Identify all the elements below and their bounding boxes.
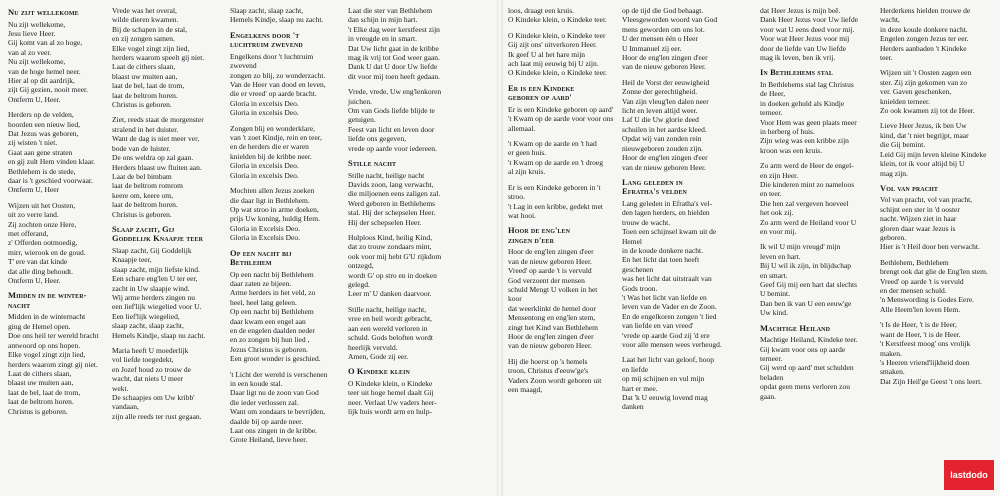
lyric-verse: Hoor de eng'len zingen d'eer van de nieuw geboren Heer. Vreed' op aarde 't is vervuld God verzoent der mensen schuld Mengt U volken in het koor dat weerklinkt de hemel door Mensentong en eng'len stem, zingt het Kind van Bethlehem Hoor de eng'len zingen d'eer van de nieuw geboren Heer. <box>508 247 598 351</box>
song-title: Engelkens door 't luchtruim zwevend <box>230 29 303 50</box>
lyric-verse: Vrede was het overal, wilde dieren kwamen. Bij de schapen in de stal, en zij zongen samen. Elke vogel zingt zijn lied, herders waarom speelt gij niet. Laat de cithers slaan, blaast uw muiten aan, laat de bel, laat de trom, laat de beltrom horen. Christus is geboren. <box>112 6 205 110</box>
lyric-verse: 't Licht der wereld is verschenen in een koude stal. Daar ligt nu de zoon van God die ieder verlossen zal. Want om zondaars te bevrijden, daalde bij op aarde neer. Laat ons zingen in de kribbe. Grote Heiland, lieve heer. <box>230 369 328 445</box>
lyric-verse: Midden in de winternacht ging de Hemel open. Doe ons heil ter wereld bracht antwoord op ons hopen. Elke vogel zingt zijn lied, herders waarom zingt gij niet. Laat de cithers slaan, blaast uw muiten aan, laat de bel, laat de trom, laat de beltrom horen. Christus is geboren. <box>8 312 99 416</box>
lyric-verse: Vol van pracht, vol van pracht, schijnt een ster in 'd ooster nacht. Wijzen ziet in haar gloren daar waar Jezus is geboren. Hier is 't Heil door ben verwacht. <box>880 195 980 252</box>
lyrics-column-7 <box>760 6 870 407</box>
lyric-verse: Ziet, reeds staat de morgenster stralend in het duister. Want de dag is niet meer ver, bode van de luister. De ons weldra op zal gaan. Herders blaast uw fluiten aan. Laat de bel bimbam laat de beltrom romrom keere om, keere om, laat de beltrom horen. Christus is geboren. <box>112 115 204 219</box>
lyric-verse: Stille nacht, heilige nacht, vree en heil wordt gebracht, aan een wereld verloren in schuld. Gods beloften wordt heerlijk vervuld. Amen, Gode zij eer. <box>348 304 433 361</box>
watermark-logo: lastdodo <box>944 460 994 490</box>
song-title: O Kindeke klein <box>348 366 410 377</box>
lyric-verse: O Kindeke klein, o Kindeke teer Gij zijt ons' uitverkoren Heer. Ik geef U al het hare mijn ach laat mij eeuwig bij U zijn. O Kindeke klein, o Kindeke teer. <box>508 30 607 78</box>
lyric-verse: Laat het licht van geloof, hoop en liefde op mij schijnen en vul mijn hart er mee. Dat 'k U eeuwig lovend mag danken <box>622 355 715 412</box>
booklet-fold <box>497 0 503 496</box>
lyric-verse: Laat die ster van Bethlehem dan schijn in mijn hart. 't Elke dag weer kerstfeest zijn in vreugde en in smart. Dat Uw licht gaat in de kribbe mag ik vrij tot God weer gaan. Dank U dat U door Uw liefde dit voor mij toen heeft gedaan. <box>348 6 441 81</box>
lyric-verse: 't Is de Heer, 't is de Heer, want de Heer, 't is de Heer. 't Kerstfeest moog' ons vrolijk maken. 's Heeren vriend'lijkheid doen smaken. Dat Zijn Heil'ge Geest 't ons leert. <box>880 320 983 386</box>
lyric-verse: O Kindeke klein, o Kindeke teer uit hoge hemel daalt Gij neer. Verlaat Uw vaders heer- lijk huis wordt arm en hulp- <box>348 378 437 417</box>
lyric-verse: Ik wil U mijn vreugd' mijn leven en hart. Bij U wil ik zijn, in blijdschap en smart. Geef Gij mij een hart dat slechts U bemint. Dan ben ik van U een eeuw'ge Uw kind. <box>760 242 858 318</box>
song-title: Hoor de eng'len zingen d'eer <box>508 225 571 245</box>
lyric-verse: Wijzen uit 't Oosten zagen een ster. Zij zijn gekomen van zo ver. Gaven geschenken, knielden terneer. Zo ook kwamen zij tot de Heer. <box>880 68 975 116</box>
lyrics-column-3 <box>230 6 340 451</box>
lyrics-column-6 <box>622 6 732 418</box>
song-title: Vol van pracht <box>880 182 939 193</box>
song-title: Slaap zacht, Gij Goddelijk Knaapje teer <box>112 223 204 244</box>
lyric-verse: Wijzen uit het Oosten, uit zo verre land. Zij zochten onze Here, met offerand, z' Offerden ootmoedig, mirr, wierook en de goud. T' ere van dat kinde dat alle ding behoudt. Ontferm U, Heer. <box>8 200 86 286</box>
song-title: Stille nacht <box>348 158 397 169</box>
song-title: Lang geleden in Efratha's velden <box>622 176 687 197</box>
lyric-verse: Zongen blij en wonderklare, van 't zoet Kindje, rein en teer, en de herders die er waren knielden bij de kribbe neer. Gloria in excelsis Deo. Gloria in excelsis Deo. <box>230 123 322 180</box>
song-title: Midden in de winter- nacht <box>8 290 87 310</box>
lyric-verse: Zo arm werd de Heer de engel- en zijn Heer. Die kinderen mint zo nameloos en teer. Die hen zal vergeven hoeveel het ook zij. Zo arm werd de Heiland voor U en voor mij. <box>760 161 857 237</box>
lyric-verse: Lieve Heer Jezus, ik ben Uw kind, dat 't niet begrijpt, maar die Gij bemint. Leid Gij mijn leven kleine Kindeke klein, tot ik voor altijd bij U mag zijn. <box>880 121 987 178</box>
lyric-verse: Op een nacht bij Bethlehem daar zaten ze bijeen. Arme herders in het veld, zo heel, heel lang geleen. Op een nacht bij Bethlehem daar kwam een engel aan en de engelen daalden neder en zo zongen bij hun lied , Jezus Christus is geboren. Een groot wonder is geschied. <box>230 269 321 364</box>
lyric-verse: Hij die hoerst op 's hemels troon, Christus d'eeuw'ge's Vaders Zoon wordt geboren uit een maagd, <box>508 356 602 394</box>
lyric-verse: Nu zijt wellekome, Jesu lieve Heer. Gij komt van al zo hoge, van al zo veer. Nu zijt wellekome, van de hoge hemel neer. Hier al op dit aardrijk, zijt Gij gezien, nooit meer. Ontferm U, Heer. <box>8 19 88 104</box>
lyric-verse: Hulploos Kind, heilig Kind, dat zo trouw zondaars mint, ook voor mij hebt G'U rijkdom ontzegd, wordt G' op stro en in doeken gelegd. Leer m' U danken daarvoor. <box>348 233 442 299</box>
song-title: Op een nacht bij Bethlehem <box>230 247 292 268</box>
lyric-verse: Machtige Heiland, Kindeke teer. Gij kwam voor ons op aarde terneer. Gij werd op aard' met schulden beladen opdat geen mens verloren zou gaan. <box>760 335 858 401</box>
lyric-verse: Engelkens door 't luchtruim zwevend zongen zo blij, zo wonderzacht. Van de Heer van dood en leven, die er vreed' op aarde bracht. Gloria in excelsis Deo. Gloria in excelsis Deo. <box>230 51 326 118</box>
lyric-verse: Heil de Vorst der eeuwigheid Zonne der gerechtigheid. Van zijn vleug'len dalen neer licht en leven altijd weer. Laf U die Uw glorie deed schuilen in het aardse kleed. Opdat wij van zonden rein nieuwgeboren zouden zijn. Hoor de eng'len zingen d'eer van de nieuw geboren Heer. <box>622 77 710 172</box>
lyric-verse: Herderkens hielden trouwe de wacht, in deze koude donkere nacht. Engelen zongen Jezus ter eer. Herders aanbaden 't Kindeke teer. <box>880 6 971 63</box>
song-title: Nu zijt wellekome <box>8 7 79 17</box>
song-title: In Bethlehems stal <box>760 67 833 78</box>
lyrics-column-5 <box>508 6 618 400</box>
lyric-verse: Er is een Kindeke geboren op aard' 't Kwam op de aarde voor voor ons allemaal. <box>508 104 614 133</box>
song-title: Machtige Heiland <box>760 322 831 333</box>
lyric-verse: dat Heer Jezus is mijn beê. Dank Heer Jezus voor Uw liefde voor wat U eens deed voor mij. Voor wat Heer Jezus voor mij door de liefde van Uw liefde mag ik leven, ben ik vrij. <box>760 6 859 63</box>
lyric-verse: loos, draagt een kruis. O Kindeke klein, o Kindeke teer. <box>508 6 607 25</box>
lyric-verse: op de tijd die God behaagt. Vleesgeworden woord van God mens geworden om ons lot. U der mensen één o Heer U Immanuel zij eer. Hoor de eng'len zingen d'eer van de nieuw geboren Heer. <box>622 6 718 72</box>
lyric-verse: Stille nacht, heilige nacht Davids zoon, lang verwacht, die miljoenen eens zaligen zal. Werd geboren in Bethlehems stal. Hij der schepselen Heer. Hij der schepselen Heer. <box>348 170 441 227</box>
lyrics-column-4 <box>348 6 458 422</box>
song-title: Er is een Kindeke geboren op aard' <box>508 82 575 103</box>
lyric-verse: Bethlehem, Bethlehem brengt ook dat glie de Eng'len stem. Vreed' op aarde 't is vervuld en der mensen schuld. 'n Menswording is Godes Eere. Alle Heem'len loven Hem. <box>880 257 988 314</box>
lyrics-column-1 <box>8 6 118 422</box>
lyric-verse: Lang geleden in Efratha's vel- den lagen herders, en hielden trouw de wacht. Toen een schijnsel kwam uit de Hemel in de koude donkere nacht. En het licht dat toen heeft geschenen was het licht dat uitstraalt van Gods troon. 't Was het licht van liefde en leven van de Vader en de Zoon. En de engelkoren zongen 't lied van liefde en van vreed' 'vrede op aarde God zij 'd ere voor alle mensen wees verheugd. <box>622 198 722 349</box>
lyric-verse: Herders op de velden, hoorden een nieuw lied, Dat Jezus was geboren, zij wisten 't niet. Gaat aan gene straten en gij zult Hem vinden klaar. Bethlehem is de stede, daar is 't geschied voorwaar. Ontferm U, Heer <box>8 110 96 195</box>
lyrics-column-2 <box>112 6 222 427</box>
lyric-verse: Slaap zacht, Gij Goddelijk Knaapje teer, slaap zacht, mijn liefste kind. Een schare eng'len U ter eer, zacht in Uw slaapje wind. Wij arme herders zingen nu een lief'lijk wiegelied voor U. Een lief'lijk wiegelied, slaap zacht, slaap zacht, Hemels Kindje, slaap nu zacht. <box>112 245 206 340</box>
lyric-verse: 't Kwam op de aarde en 't had er geen huis. 't Kwam op de aarde en 't droeg al zijn kruis. <box>508 139 603 177</box>
lyric-verse: Maria heeft U moederlijk vol liefde toegedekt, en Jozef houd zo trouw de wacht, dat niets U meer wekt. De schaapjes om Uw kribb' vandaan, zijn alle reeds ter rust gegaan. <box>112 346 202 421</box>
lyric-verse: Vrede, vrede, Uw eng'lenkoren juichen. Om van Gods liefde blijde te getuigen. Feest van licht en leven door liefde ons gegeven, vrede op aarde voor iedereen. <box>348 87 442 153</box>
lyric-verse: In Bethlehems stal lag Christus de Heer, in doeken gehuld als Kindje terneer. Voor Hem was geen plaats meer in herberg of huis. Zijn wieg was een kribbe zijn kroon was een kruis. <box>760 79 857 155</box>
lyric-verse: Er is een Kindeke geboren in 't stroo. 't Lag in een kribbe, gedekt met wat hooi. <box>508 182 603 220</box>
lyric-verse: Slaap zacht, slaap zacht, Hemels Kindje, slaap nu zacht. <box>230 6 324 25</box>
lyric-verse: Mochten allen Jezus zoeken die daar ligt in Bethlehem. Op wat stroo in arme doeken, prijs Uw koning, huldig Hem. Gloria in Excelsis Deo. Gloria in Excelsis Deo. <box>230 186 320 243</box>
lyrics-column-8 <box>880 6 990 392</box>
